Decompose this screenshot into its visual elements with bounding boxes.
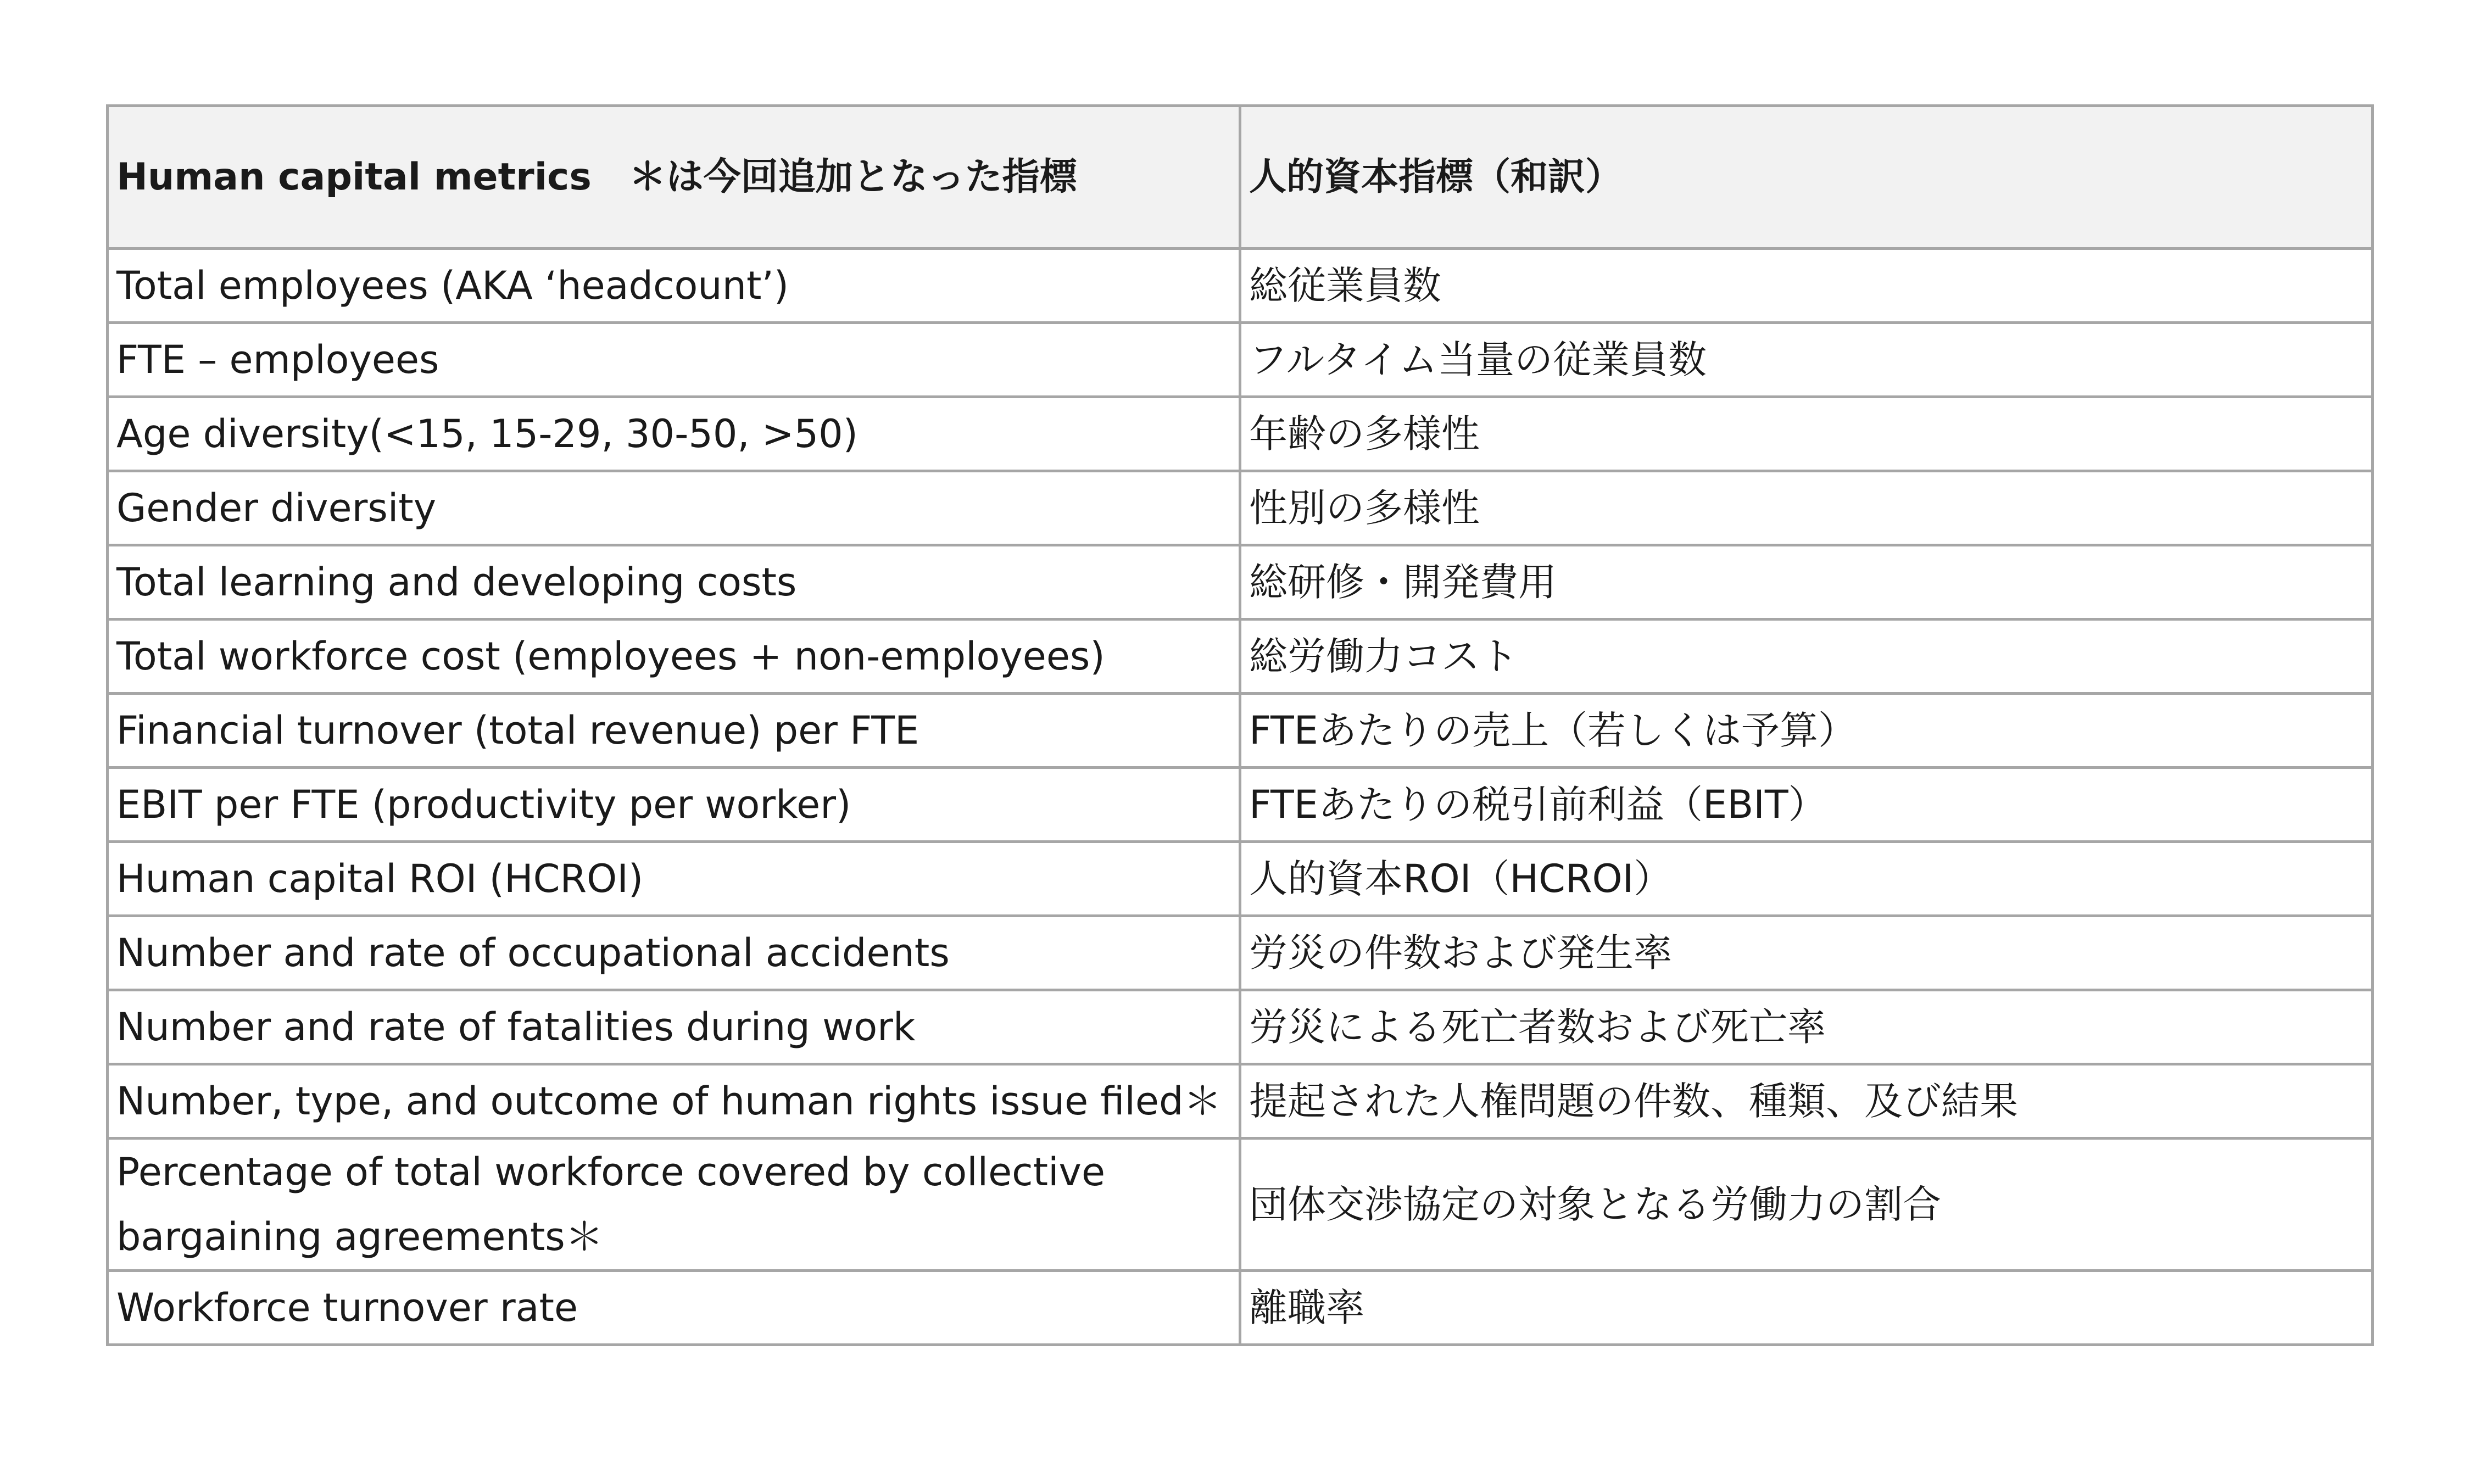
metric-japanese: 提起された人権問題の件数、種類、及び結果 <box>1240 1064 2373 1139</box>
metric-english: Total learning and developing costs <box>108 545 1240 620</box>
metric-japanese: 性別の多様性 <box>1240 471 2373 545</box>
metric-japanese: 総労働力コスト <box>1240 620 2373 694</box>
metric-english: Workforce turnover rate <box>108 1271 1240 1345</box>
metric-english: Financial turnover (total revenue) per FTE <box>108 694 1240 768</box>
table-row <box>108 1064 2373 1139</box>
table-row <box>108 471 2373 545</box>
metric-japanese: 年齢の多様性 <box>1240 397 2373 471</box>
table-row <box>108 1139 2373 1271</box>
metric-english: Number and rate of occupational accidents <box>108 916 1240 990</box>
metric-japanese: FTEあたりの売上（若しくは予算） <box>1240 694 2373 768</box>
table-row <box>108 694 2373 768</box>
table-body <box>108 249 2373 1345</box>
metric-english: Total workforce cost (employees + non-employees) <box>108 620 1240 694</box>
table-row <box>108 397 2373 471</box>
table-row <box>108 545 2373 620</box>
table-row <box>108 1271 2373 1345</box>
metric-japanese: 団体交渉協定の対象となる労働力の割合 <box>1240 1139 2373 1271</box>
metric-japanese: 人的資本ROI（HCROI） <box>1240 842 2373 916</box>
metric-japanese: 総研修・開発費用 <box>1240 545 2373 620</box>
table-row <box>108 916 2373 990</box>
metric-english: FTE – employees <box>108 323 1240 397</box>
metric-japanese: 労災による死亡者数および死亡率 <box>1240 990 2373 1064</box>
metric-english: Age diversity(<15, 15-29, 30-50, >50) <box>108 397 1240 471</box>
metric-japanese: FTEあたりの税引前利益（EBIT） <box>1240 768 2373 842</box>
table-row <box>108 323 2373 397</box>
header-japanese-translation: 人的資本指標（和訳） <box>1240 106 2373 249</box>
metric-japanese: フルタイム当量の従業員数 <box>1240 323 2373 397</box>
metric-english: Gender diversity <box>108 471 1240 545</box>
table-row <box>108 620 2373 694</box>
header-english-metrics: Human capital metrics ＊は今回追加となった指標 <box>108 106 1240 249</box>
table-row <box>108 249 2373 323</box>
metric-japanese: 労災の件数および発生率 <box>1240 916 2373 990</box>
human-capital-metrics-table <box>106 104 2374 1346</box>
table-row <box>108 990 2373 1064</box>
metric-english: Total employees (AKA ‘headcount’) <box>108 249 1240 323</box>
metric-english: Number, type, and outcome of human rights issue filed＊ <box>108 1064 1240 1139</box>
header-row <box>108 106 2373 249</box>
metric-english: Human capital ROI (HCROI) <box>108 842 1240 916</box>
metric-japanese: 離職率 <box>1240 1271 2373 1345</box>
table-row <box>108 842 2373 916</box>
table-header <box>108 106 2373 249</box>
metric-japanese: 総従業員数 <box>1240 249 2373 323</box>
table-row <box>108 768 2373 842</box>
metric-english: EBIT per FTE (productivity per worker) <box>108 768 1240 842</box>
metric-english: Number and rate of fatalities during work <box>108 990 1240 1064</box>
metric-english: Percentage of total workforce covered by collective bargaining agreements＊ <box>108 1139 1240 1271</box>
